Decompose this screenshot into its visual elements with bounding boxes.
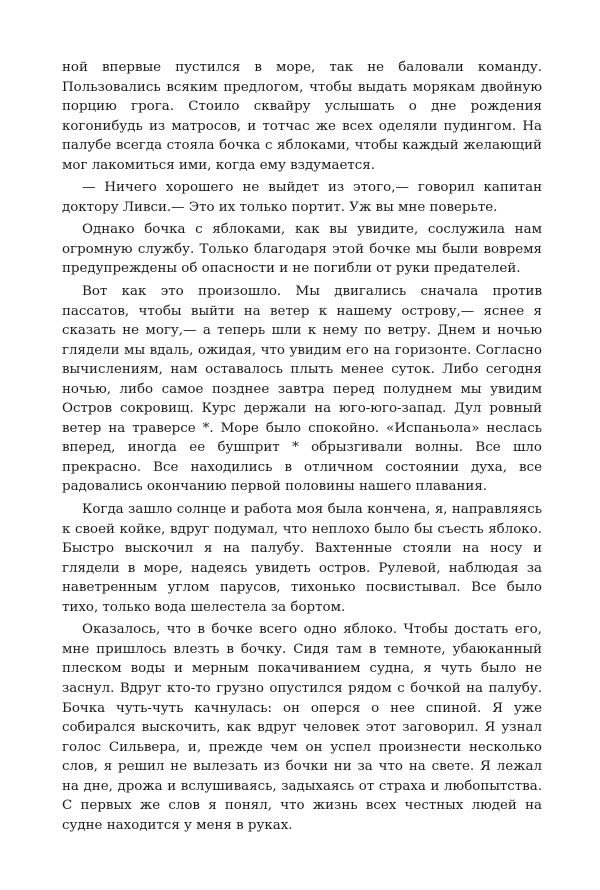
body-text [62,58,542,835]
paragraph-apple-barrel: Однако бочка с яблоками, как вы увидите, сослужила нам огромную службу. Только благодаря этой бочке мы были вовремя предупреждены об опасности и не погибли от руки предателей. [62,222,542,277]
paragraph-continuation: ной впервые пустился в море, так не баловали команду. Пользовались всяким предлогом, чтобы выдать морякам двойную порцию грога. Стоило сквайру услышать о дне рождения когонибудь из матросов, и тотчас же всех оделяли пудингом. На палубе всегда стояла бочка с яблоками, чтобы каждый желающий мог лакомиться ими, когда ему вздумается. [62,60,542,173]
paragraph-captain-dialogue: — Ничего хорошего не выйдет из этого,— говорил капитан доктору Ливси.— Это их только портит. Уж вы мне поверьте. [62,180,542,215]
paragraph-voyage: Вот как это произошло. Мы двигались сначала против пассатов, чтобы выйти на ветер к нашему острову,— яснее я сказать не могу,— а теперь шли к нему по ветру. Днем и ночью глядели мы вдаль, ожидая, что увидим его на горизонте. Согласно вычислениям, нам оставалось плыть менее суток. Либо сегодня ночью, либо самое позднее завтра перед полуднем мы увидим Остров сокровищ. Курс держали на юго-юго-запад. Дул ровный ветер на траверсе *. Море было спокойно. «Испаньола» неслась вперед, иногда ее бушприт * обрызгивали волны. Все шло прекрасно. Все находились в отличном состоянии духа, все радовались окончанию первой половины нашего плавания. [62,284,542,495]
paragraph-sunset: Когда зашло солнце и работа моя была кончена, я, направляясь к своей койке, вдруг подумал, что неплохо было бы съесть яблоко. Быстро выскочил я на палубу. Вахтенные стояли на носу и глядели в море, надеясь увидеть остров. Рулевой, наблюдая за наветренным углом парусов, тихонько посвистывал. Все было тихо, только вода шелестела за бортом. [62,502,542,615]
paragraph-barrel-silver: Оказалось, что в бочке всего одно яблоко. Чтобы достать его, мне пришлось влезть в бочку. Сидя там в темноте, убаюканный плеском воды и мерным покачиванием судна, я чуть было не заснул. Вдруг кто-то грузно опустился рядом с бочкой на палубу. Бочка чуть-чуть качнулась: он оперся о нее спиной. Я уже собирался выскочить, как вдруг человек этот заговорил. Я узнал голос Сильвера, и, прежде чем он успел произнести несколько слов, я решил не вылезать из бочки ни за что на свете. Я лежал на дне, дрожа и вслушиваясь, задыхаясь от страха и любопытства. С первых же слов я понял, что жизнь всех честных людей на судне находится у меня в руках. [62,622,542,833]
